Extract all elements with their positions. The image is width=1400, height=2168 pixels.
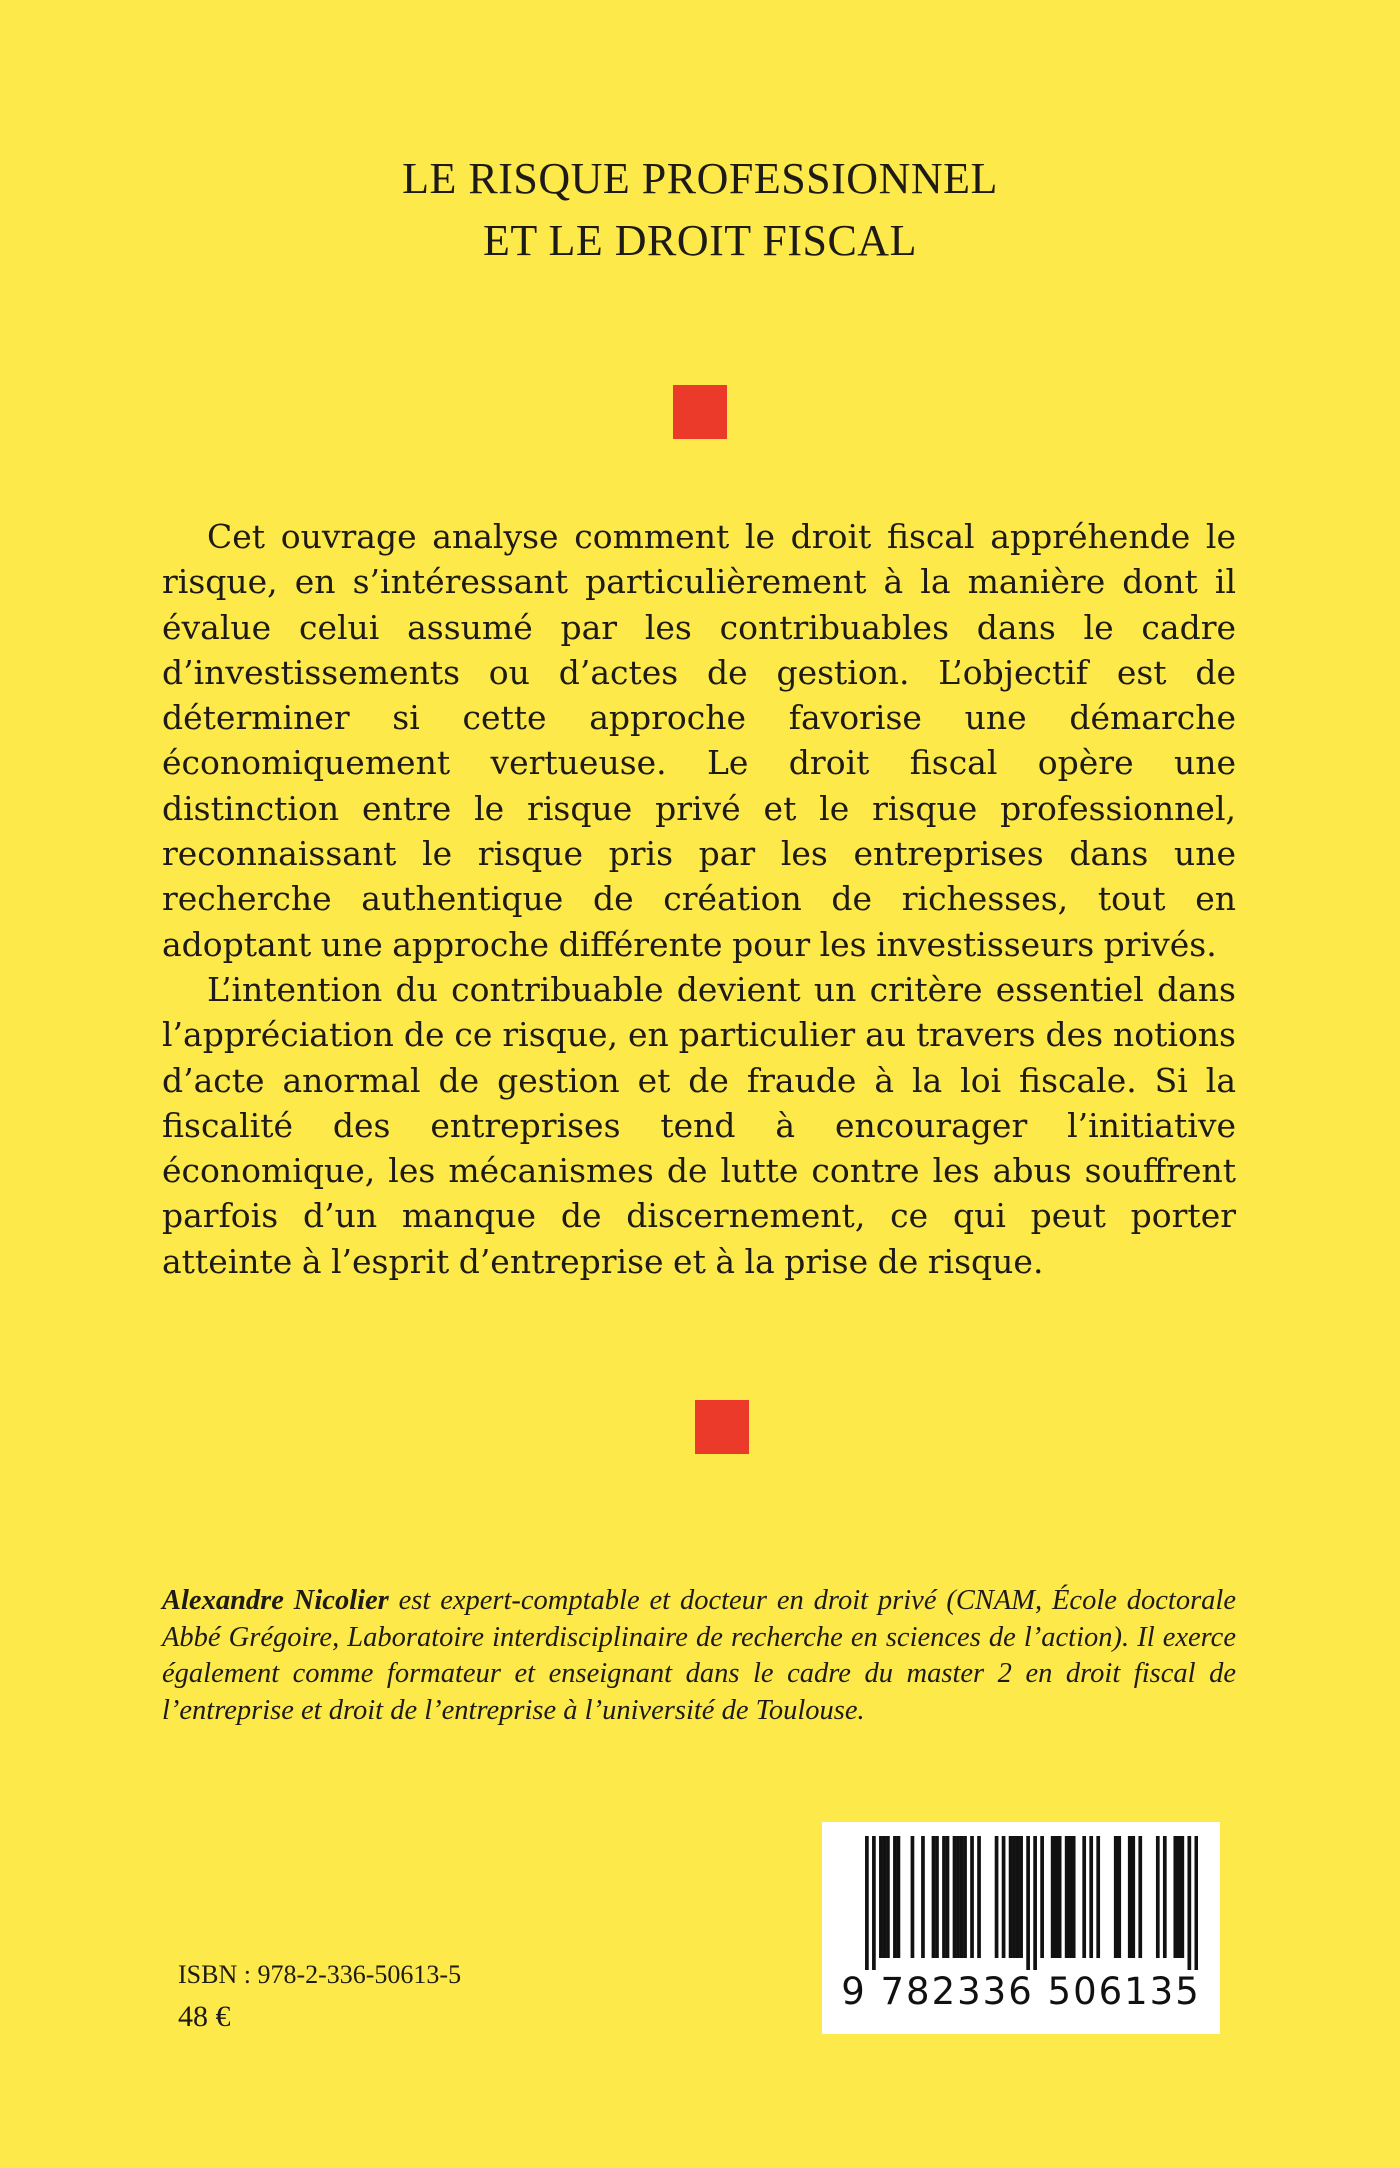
barcode-bar [1117,1836,1121,1958]
barcode-bar [1096,1836,1100,1958]
barcode-bar [1002,1836,1006,1958]
barcode-bar [886,1836,890,1958]
barcode-bar [883,1836,887,1958]
barcode-bar [872,1836,876,1970]
title-line-2: ET LE DROIT FISCAL [483,216,917,265]
barcode-bar [1138,1836,1142,1958]
summary-paragraph: L’intention du contribuable devient un critère essentiel dans l’appréciation de ce risque, en particulier au travers des notions d’acte anormal de gestion et de fraude à la loi fiscale. Si la fiscalité des entreprises tend à encourager l’initiative économique, les mécanismes de lutte contre les abus souffrent parfois d’un manque de discernement, ce qui peut porter atteinte à l’esprit d’entreprise et à la prise de risque. [162,969,1236,1281]
book-title [0,148,1400,272]
barcode-bar [1173,1836,1177,1958]
barcode-bar [1051,1836,1055,1958]
author-bio [162,1583,1236,1729]
price: 48 € [178,2000,231,2033]
barcode-bar [879,1836,883,1958]
barcode-bar [1089,1836,1093,1958]
barcode-bar [1187,1836,1191,1970]
title-line-1: LE RISQUE PROFESSIONNEL [402,154,998,203]
barcode-bar [1026,1836,1030,1970]
barcode-bar [1114,1836,1118,1958]
barcode-bar [1033,1836,1037,1970]
barcode-bar [1019,1836,1023,1958]
barcode-bar [935,1836,939,1958]
barcode-bar [960,1836,964,1958]
barcode [822,1822,1220,2034]
barcode-bar [977,1836,981,1958]
barcode-bar [1072,1836,1076,1958]
barcode-bar [963,1836,967,1958]
red-square-ornament-bottom [695,1400,749,1454]
barcode-bar [953,1836,957,1958]
barcode-bar [897,1836,901,1958]
barcode-bar [1131,1836,1135,1958]
barcode-bar [932,1836,936,1958]
book-summary [162,514,1236,1284]
barcode-bar [1065,1836,1069,1958]
barcode-bar [1054,1836,1058,1958]
isbn: ISBN : 978-2-336-50613-5 [178,1960,462,1989]
barcode-bars [844,1836,1198,1970]
barcode-bar [911,1836,915,1958]
author-bio-text: est expert-comptable et docteur en droit privé (CNAM, École doctorale Abbé Grégoire, Laboratoire interdisciplinaire de recherche en sciences de l’action). Il exerce également comme formateur et enseignant dans le cadre du master 2 en droit fiscal de l’entreprise et droit de l’entreprise à l’université de Toulouse. [162,1585,1236,1726]
barcode-bar [1128,1836,1132,1958]
red-square-ornament-top [673,385,727,439]
barcode-bar [893,1836,897,1958]
barcode-bar [1082,1836,1086,1958]
barcode-bar [1156,1836,1160,1958]
barcode-bar [1163,1836,1167,1958]
barcode-bar [1194,1836,1198,1970]
summary-paragraph: Cet ouvrage analyse comment le droit fiscal appréhende le risque, en s’intéressant particulièrement à la manière dont il évalue celui assumé par les contribuables dans le cadre d’investissements ou d’actes de gestion. L’objectif est de déterminer si cette approche favorise une démarche économiquement vertueuse. Le droit fiscal opère une distinction entre le risque privé et le risque professionnel, reconnaissant le risque pris par les entreprises dans une recherche authentique de création de richesses, tout en adoptant une approche différente pour les investisseurs privés. [162,517,1236,964]
barcode-bar [1040,1836,1044,1958]
barcode-bar [1068,1836,1072,1958]
barcode-bar [942,1836,946,1958]
barcode-bar [1012,1836,1016,1958]
barcode-bar [1016,1836,1020,1958]
barcode-bar [956,1836,960,1958]
barcode-bar [995,1836,999,1958]
barcode-bar [1009,1836,1013,1958]
barcode-bar [1177,1836,1181,1958]
author-name: Alexandre Nicolier [162,1585,389,1616]
barcode-bar [921,1836,925,1958]
barcode-bar [1180,1836,1184,1958]
barcode-bar [970,1836,974,1958]
barcode-bar [1058,1836,1062,1958]
barcode-bar [946,1836,950,1958]
barcode-digits: 9 782336 506135 [841,1970,1201,2013]
barcode-bar [865,1836,869,1970]
